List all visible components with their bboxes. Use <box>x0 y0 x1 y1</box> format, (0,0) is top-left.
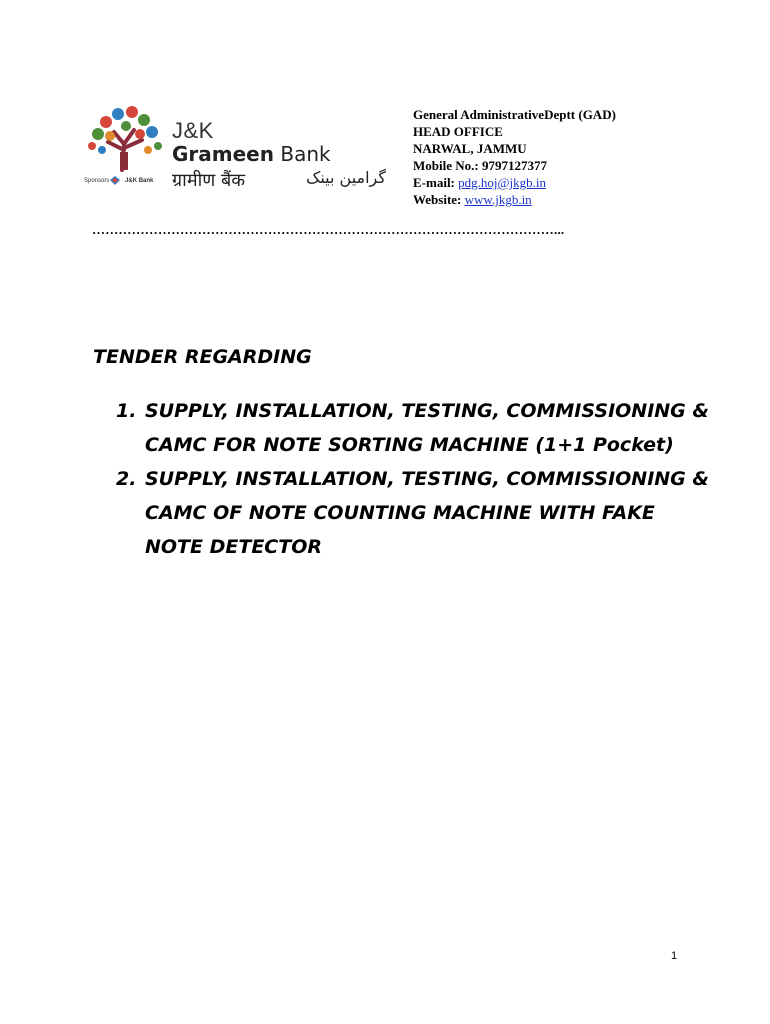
tender-item-text: SUPPLY, INSTALLATION, TESTING, COMMISSIONING & CAMC FOR NOTE SORTING MACHINE (1+1 Pocket) <box>145 400 709 456</box>
tree-logo-icon <box>84 104 166 172</box>
address-office: HEAD OFFICE <box>413 124 503 139</box>
bank-logo <box>84 104 394 194</box>
tender-title: TENDER REGARDING <box>93 346 312 368</box>
tender-item-number: 1. <box>116 400 137 422</box>
tender-item-2 <box>116 462 716 564</box>
address-mobile: Mobile No.: 9797127377 <box>413 158 547 173</box>
email-link[interactable]: pdg.hoj@jkgb.in <box>458 175 546 190</box>
sponsor-line <box>84 178 153 184</box>
logo-urdu-name: گرامین بینک <box>306 168 386 187</box>
address-city: NARWAL, JAMMU <box>413 141 527 156</box>
address-dept: General AdministrativeDeptt (GAD) <box>413 107 616 122</box>
logo-line-jk: J&K <box>172 118 214 143</box>
address-website: Website: www.jkgb.in <box>413 192 532 207</box>
logo-line-grameen: Grameen Bank <box>172 142 331 166</box>
dotted-separator: ……………………………………………………………………………………………... <box>92 222 565 237</box>
tender-items-list <box>116 394 716 564</box>
address-email: E-mail: pdg.hoj@jkgb.in <box>413 175 546 190</box>
sponsor-bank: J&K Bank <box>125 178 154 184</box>
sponsor-label: Sponsors <box>84 178 110 184</box>
tender-item-1 <box>116 394 716 462</box>
logo-hindi-name: ग्रामीण बैंक <box>172 170 246 191</box>
address-block <box>413 106 616 208</box>
jk-bank-mark-icon <box>110 176 120 185</box>
tender-item-text: SUPPLY, INSTALLATION, TESTING, COMMISSIONING & CAMC OF NOTE COUNTING MACHINE WITH FAKE NOTE DETECTOR <box>145 468 709 558</box>
tender-item-number: 2. <box>116 468 137 490</box>
website-link[interactable]: www.jkgb.in <box>464 192 532 207</box>
page-number: 1 <box>671 950 678 962</box>
